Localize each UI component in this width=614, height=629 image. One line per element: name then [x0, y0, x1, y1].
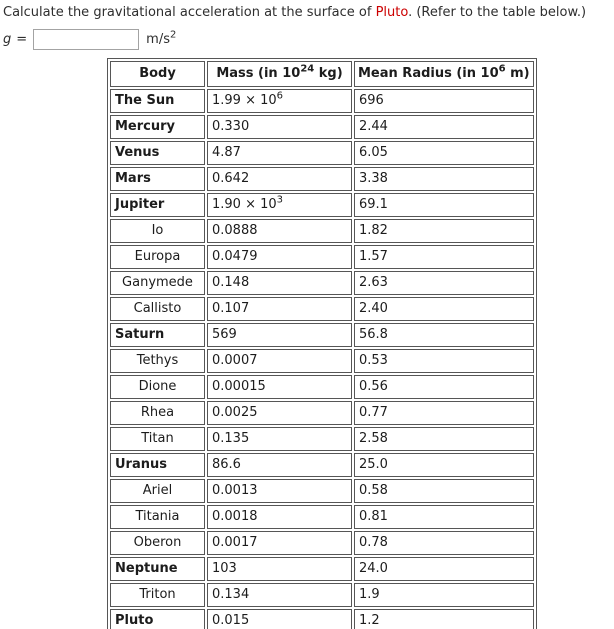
- body-name-cell: Tethys: [110, 349, 205, 373]
- radius-value-cell: 2.58: [354, 427, 534, 451]
- table-row-triton: [110, 583, 534, 607]
- mass-value-cell: 0.0888: [207, 219, 352, 243]
- body-name-cell: Jupiter: [110, 193, 205, 217]
- unit-base: m/s: [146, 31, 170, 47]
- mass-exponent: 3: [276, 194, 284, 206]
- radius-value-cell: 24.0: [354, 557, 534, 581]
- table-row-the-sun: [110, 89, 534, 113]
- column-header-mass: Mass (in $10^{24}$ kg): [207, 61, 352, 87]
- radius-value-cell: 1.82: [354, 219, 534, 243]
- radius-value-cell: 2.40: [354, 297, 534, 321]
- question-text-before: Calculate the gravitational acceleration at the surface of: [3, 5, 376, 20]
- body-name-cell: Neptune: [110, 557, 205, 581]
- body-name-cell: The Sun: [110, 89, 205, 113]
- mass-value-cell: 86.6: [207, 453, 352, 477]
- mass-value-cell: 0.0018: [207, 505, 352, 529]
- table-row-venus: [110, 141, 534, 165]
- column-header-body: Body: [110, 61, 205, 87]
- mass-value-cell: $1.99 \times 10^6$: [207, 89, 352, 113]
- body-name-cell: Mercury: [110, 115, 205, 139]
- body-name-cell: Callisto: [110, 297, 205, 321]
- radius-value-cell: 6.05: [354, 141, 534, 165]
- radius-value-cell: 1.57: [354, 245, 534, 269]
- radius-value-cell: 69.1: [354, 193, 534, 217]
- equals-sign: =: [16, 31, 28, 47]
- mass-value-cell: 0.0479: [207, 245, 352, 269]
- mass-value-cell: 0.00015: [207, 375, 352, 399]
- body-name-cell: Mars: [110, 167, 205, 191]
- radius-value-cell: 0.56: [354, 375, 534, 399]
- radius-value-cell: 0.78: [354, 531, 534, 555]
- radius-value-cell: 1.9: [354, 583, 534, 607]
- body-name-cell: Triton: [110, 583, 205, 607]
- radius-value-cell: 2.63: [354, 271, 534, 295]
- mass-value-cell: 0.0007: [207, 349, 352, 373]
- body-name-cell: Europa: [110, 245, 205, 269]
- answer-input[interactable]: [33, 29, 139, 50]
- body-name-cell: Ariel: [110, 479, 205, 503]
- table-row-uranus: [110, 453, 534, 477]
- table-row-callisto: [110, 297, 534, 321]
- body-name-cell: Venus: [110, 141, 205, 165]
- table-row-io: [110, 219, 534, 243]
- radius-value-cell: 0.77: [354, 401, 534, 425]
- table-row-ganymede: [110, 271, 534, 295]
- body-name-cell: Io: [110, 219, 205, 243]
- unit-superscript: 2: [170, 29, 177, 41]
- question-highlight-pluto: Pluto: [375, 5, 409, 20]
- table-header-row: [110, 61, 534, 87]
- table-row-saturn: [110, 323, 534, 347]
- radius-value-cell: 696: [354, 89, 534, 113]
- mass-value-cell: 103: [207, 557, 352, 581]
- planetary-data-table: [107, 58, 537, 629]
- table-row-mercury: [110, 115, 534, 139]
- body-name-cell: Pluto: [110, 609, 205, 629]
- table-row-oberon: [110, 531, 534, 555]
- table-row-dione: [110, 375, 534, 399]
- body-name-cell: Dione: [110, 375, 205, 399]
- mass-value-cell: 569: [207, 323, 352, 347]
- mass-exponent: 6: [276, 90, 284, 102]
- radius-value-cell: 0.53: [354, 349, 534, 373]
- column-header-radius: Mean Radius (in $10^6$ m): [354, 61, 534, 87]
- body-name-cell: Ganymede: [110, 271, 205, 295]
- table-row-jupiter: [110, 193, 534, 217]
- radius-value-cell: 0.58: [354, 479, 534, 503]
- mass-value-cell: 4.87: [207, 141, 352, 165]
- radius-value-cell: 56.8: [354, 323, 534, 347]
- mass-value-cell: 0.330: [207, 115, 352, 139]
- mass-value-cell: 0.135: [207, 427, 352, 451]
- mass-value-cell: 0.0025: [207, 401, 352, 425]
- variable-g-label: g: [3, 31, 12, 47]
- table-row-neptune: [110, 557, 534, 581]
- table-row-rhea: [110, 401, 534, 425]
- radius-value-cell: 2.44: [354, 115, 534, 139]
- mass-value-cell: 0.0017: [207, 531, 352, 555]
- radius-value-cell: 1.2: [354, 609, 534, 629]
- answer-line: [3, 27, 614, 51]
- mass-value-cell: $1.90 \times 10^3$: [207, 193, 352, 217]
- body-name-cell: Oberon: [110, 531, 205, 555]
- body-name-cell: Titan: [110, 427, 205, 451]
- table-row-pluto: [110, 609, 534, 629]
- table-row-ariel: [110, 479, 534, 503]
- table-row-europa: [110, 245, 534, 269]
- mass-value-cell: 0.015: [207, 609, 352, 629]
- body-name-cell: Titania: [110, 505, 205, 529]
- table-row-titan: [110, 427, 534, 451]
- radius-value-cell: 0.81: [354, 505, 534, 529]
- mass-value-cell: 0.642: [207, 167, 352, 191]
- mass-value-cell: 0.107: [207, 297, 352, 321]
- body-name-cell: Saturn: [110, 323, 205, 347]
- table-row-mars: [110, 167, 534, 191]
- mass-value-cell: 0.148: [207, 271, 352, 295]
- mass-value-cell: 0.0013: [207, 479, 352, 503]
- radius-value-cell: 3.38: [354, 167, 534, 191]
- question-text-after: . (Refer to the table below.): [408, 5, 587, 20]
- table-row-tethys: [110, 349, 534, 373]
- question-text: [3, 4, 614, 21]
- superscript: 6: [498, 63, 506, 75]
- radius-value-cell: 25.0: [354, 453, 534, 477]
- superscript: 24: [300, 63, 315, 75]
- body-name-cell: Uranus: [110, 453, 205, 477]
- table-row-titania: [110, 505, 534, 529]
- unit-label: [146, 29, 177, 47]
- body-name-cell: Rhea: [110, 401, 205, 425]
- mass-value-cell: 0.134: [207, 583, 352, 607]
